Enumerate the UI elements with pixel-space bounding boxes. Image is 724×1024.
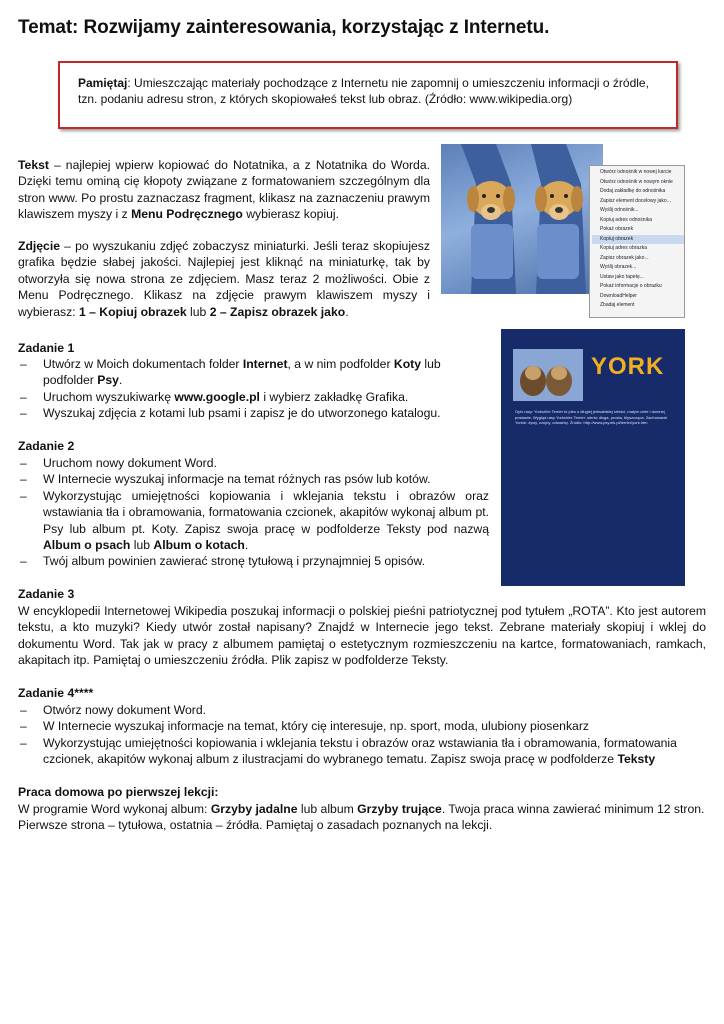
context-menu-item[interactable]: DownloadHelper xyxy=(600,292,637,299)
t4-text: Wykorzystując umiejętności kopiowania i wklejania tekstu i obrazów oraz wstawiania tła i obramowania, formatowania czcionek, akapitów wykonaj album z ilustracjami do wybranego tematu. Zapisz swoja pracę w podfolderze xyxy=(43,735,677,767)
t2-text: Wykorzystując umiejętności kopiowania i wklejania tekstu i obrazów oraz wstawiania tła i obramowania, formatowania czcionek, akapitów wykonaj album pt. Psy lub album pt. Koty. Zapisz swoja pracę w podfolderze Teksty pod nazwą xyxy=(43,488,489,536)
t1-text: Utwórz w Moich dokumentach folder xyxy=(43,357,243,371)
task-2-title: Zadanie 2 xyxy=(18,439,75,453)
list-item: – Wyszukaj zdjęcia z kotami lub psami i zapisz je do utworzonego katalogu. xyxy=(18,405,458,421)
t1-text3: lub podfolder xyxy=(43,357,441,388)
t1-text5: i wybierz zakładkę Grafika. xyxy=(259,389,409,404)
t1-text2: , a w nim podfolder xyxy=(287,357,394,371)
t1-subfolder-dogs: Psy xyxy=(97,373,119,388)
reminder-label: Pamiętaj xyxy=(78,76,128,90)
context-menu-item[interactable]: Wyślij odnośnik... xyxy=(600,207,639,213)
context-menu-item[interactable]: Dodaj zakładkę do odnośnika xyxy=(600,188,666,194)
context-menu-item[interactable]: Ustaw jako tapetę... xyxy=(600,273,644,280)
york-text: Opis rasy: Yorkshire Terrier to pies o długiej jedwabistej sierści, małym ciele i dumnej postawie. Wygląd rasy Yorkshire Terrier: sierść długa, prosta, błyszcząca. Zachowanie Yorkie: żywy, czujny, odważny. Źródło: http://www.psy.elk.pl/terrier/york.htm xyxy=(515,409,668,425)
t2-dot: . xyxy=(244,538,249,553)
reminder-box xyxy=(58,61,678,129)
t1-text4: Uruchom wyszukiwarkę xyxy=(43,389,175,404)
photo-option-2: 2 – Zapisz obrazek jako xyxy=(209,304,346,319)
text-body-end: wybierasz kopiuj. xyxy=(242,207,340,222)
page-title: Temat: Rozwijamy zainteresowania, korzystając z Internetu. xyxy=(18,17,550,38)
browser-context-menu xyxy=(589,165,685,318)
reminder-text: : Umieszczając materiały pochodzące z Internetu nie zapomnij o umieszczeniu informacji o źródle, tzn. podaniu adresu stron, z których skopiowałeś tekst lub obraz. (Źródło: www.wikipedia.org) xyxy=(78,76,649,106)
context-menu-item[interactable]: Kopiuj adres odnośnika xyxy=(600,216,652,223)
album-edible: Grzyby jadalne xyxy=(210,802,298,816)
context-menu-item[interactable]: Zbadaj element xyxy=(600,302,635,308)
text-paragraph xyxy=(18,157,430,223)
dogs-photo xyxy=(441,144,603,294)
context-menu-item[interactable]: Zapisz element docelowy jako... xyxy=(600,197,671,204)
album-cats: Album o kotach xyxy=(153,538,245,553)
list-item xyxy=(18,488,489,554)
list-item: – W Internecie wyszukaj informacje na temat, który cię interesuje, np. sport, moda, ulubiony piosenkarz xyxy=(18,718,706,734)
text-menu: Menu Podręcznego xyxy=(131,207,243,222)
context-menu-item[interactable]: Pokaż obrazek xyxy=(600,226,634,232)
context-menu-item[interactable]: Wyślij obrazek... xyxy=(600,264,637,270)
t2-or: lub xyxy=(130,538,154,553)
text-body: – najlepiej wpierw kopiować do Notatnika, a z Notatnika do Worda. Dzięki temu ominą cię kłopoty związane z formatowaniem szczególnym dla stron www. Po prostu zaznaczasz fragment, klikasz na zaznaczeniu prawym klawiszem myszy i z xyxy=(18,158,430,222)
photo-end: . xyxy=(345,304,349,319)
list-item: – W Internecie wyszukaj informacje na temat różnych ras psów lub kotów. xyxy=(18,471,489,487)
task-4-list xyxy=(18,702,706,768)
list-item: – Otwórz nowy dokument Word. xyxy=(18,702,706,718)
context-menu-item[interactable]: Otwórz odnośnik w nowym oknie xyxy=(600,178,673,185)
task-1-title: Zadanie 1 xyxy=(18,341,75,355)
task-3-title: Zadanie 3 xyxy=(18,587,75,601)
t1-dot: . xyxy=(118,373,123,388)
album-poisonous: Grzyby trujące xyxy=(357,802,442,816)
list-item xyxy=(18,735,706,768)
list-item xyxy=(18,389,458,405)
photo-mid: lub xyxy=(186,304,210,319)
hw-or: lub album xyxy=(297,802,358,816)
google-link: www.google.pl xyxy=(174,389,260,404)
task-1-list xyxy=(18,356,458,422)
homework-title: Praca domowa po pierwszej lekcji: xyxy=(18,785,219,799)
list-item: – Twój album powinien zawierać stronę tytułową i przynajmniej 5 opisów. xyxy=(18,553,489,569)
t4-folder: Teksty xyxy=(617,752,656,767)
york-title: YORK xyxy=(591,353,665,380)
task-3-body: W encyklopedii Internetowej Wikipedia poszukaj informacji o polskiej pieśni patriotycznej pod tytułem „ROTA”. Kto jest autorem tekstu, a kto muzyki? Kiedy utwór został napisany? Znajdź w Internecie jego tekst. Zebrane materiały skopiuj i wklej do dokumentu Word. Tak jak w pracy z albumem pamiętaj o estetycznym rozmieszczeniu na kartce, formatowaniach, ramkach, akapitach itp. Pamiętaj o umieszczeniu źródła. Plik zapisz w podfolderze Teksty. xyxy=(18,604,706,668)
context-menu-item[interactable]: Kopiuj adres obrazka xyxy=(600,245,647,251)
list-item xyxy=(18,356,458,389)
context-menu-item[interactable]: Otwórz odnośnik w nowej karcie xyxy=(600,169,672,175)
text-label: Tekst xyxy=(18,158,49,172)
homework-body xyxy=(18,801,706,834)
task-4-title: Zadanie 4**** xyxy=(18,686,94,700)
york-album-page xyxy=(501,329,685,586)
photo-body: – po wyszukaniu zdjęć zobaczysz miniaturki. Jeśli teraz skopiujesz grafika będzie słabej jakości. Najlepiej jest kliknąć na miniaturkę, tak by otworzyła się nowa strona ze zdjęciem. Masz teraz 2 możliwości. Obie z Menu Podręcznego. Klikasz na zdjęcie prawym klawiszem myszy i wybierasz: xyxy=(18,239,430,319)
list-item: – Uruchom nowy dokument Word. xyxy=(18,455,489,471)
t1-subfolder-cats: Koty xyxy=(393,357,421,371)
hw-text: W programie Word wykonaj album: xyxy=(18,802,211,816)
context-menu-item[interactable]: Zapisz obrazek jako... xyxy=(600,254,649,261)
context-menu-item[interactable]: Kopiuj obrazek xyxy=(592,235,684,245)
photo-option-1: 1 – Kopiuj obrazek xyxy=(78,304,187,319)
photo-label: Zdjęcie xyxy=(18,239,60,253)
hw-text-end: . Twoja praca winna zawierać minimum 12 stron. Pierwsze strona – tytułowa, ostatnia – źródła. Pamiętaj o zasadach poznanych na lekcji. xyxy=(18,802,705,833)
photo-paragraph xyxy=(18,238,430,320)
album-dogs: Album o psach xyxy=(43,538,131,553)
t1-folder: Internet xyxy=(242,357,288,371)
context-menu-item[interactable]: Pokaż informacje o obrazku xyxy=(600,283,662,289)
task-2-list xyxy=(18,455,489,570)
